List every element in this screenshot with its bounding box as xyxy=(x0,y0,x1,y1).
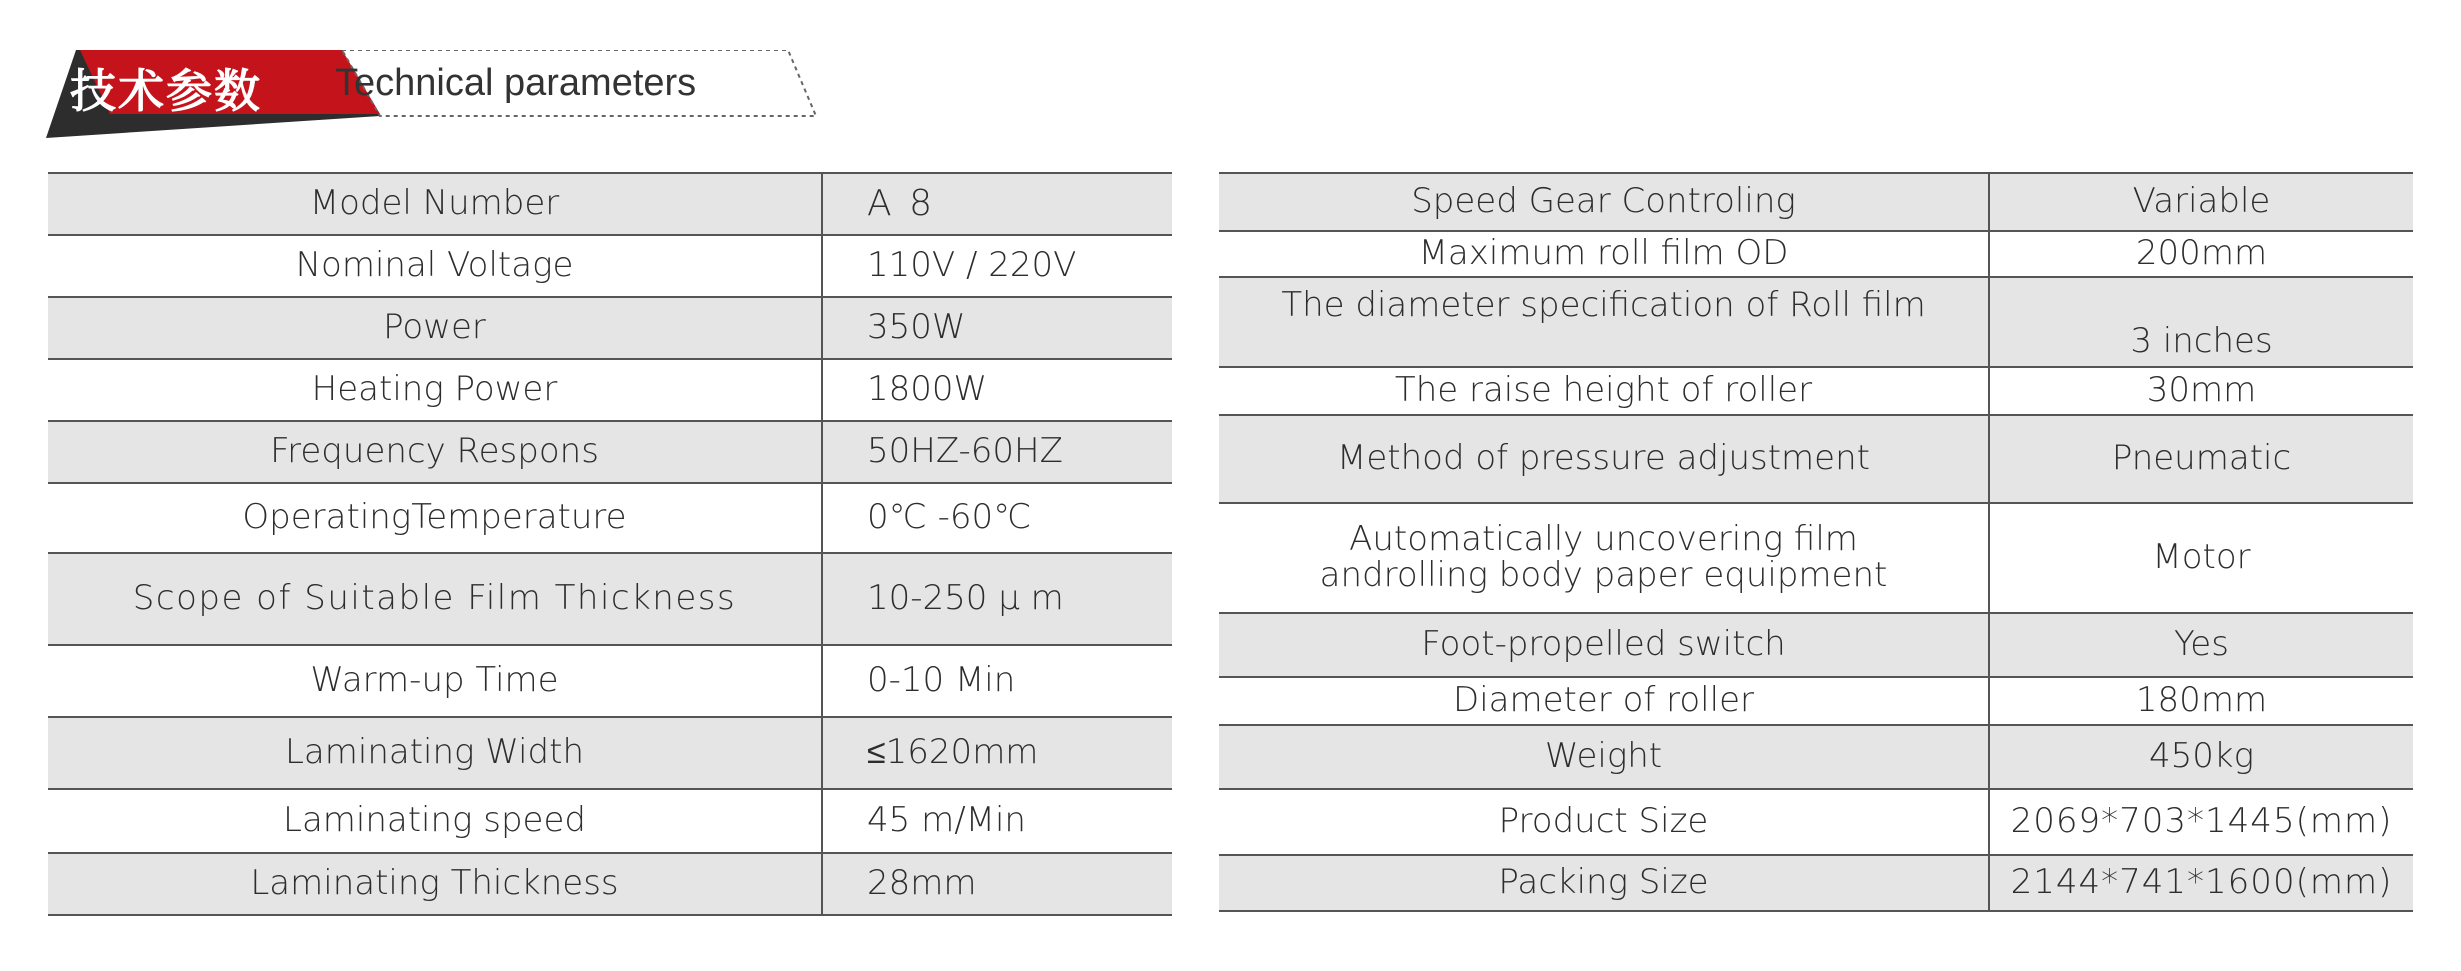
section-title-en: Technical parameters xyxy=(335,62,697,104)
spec-label: Heating Power xyxy=(48,359,822,421)
spec-label: Scope of Suitable Film Thickness xyxy=(48,553,822,645)
spec-value: 200mm xyxy=(1989,231,2413,277)
spec-label: Power xyxy=(48,297,822,359)
spec-label: Maximum roll film OD xyxy=(1219,231,1989,277)
spec-value: 180mm xyxy=(1989,677,2413,725)
table-row xyxy=(1219,725,2413,789)
spec-label: Frequency Respons xyxy=(48,421,822,483)
spec-label: Packing Size xyxy=(1219,855,1989,911)
table-row xyxy=(48,235,1172,297)
spec-label: OperatingTemperature xyxy=(48,483,822,553)
table-row xyxy=(1219,367,2413,415)
spec-label: Weight xyxy=(1219,725,1989,789)
table-row xyxy=(1219,415,2413,503)
spec-label: Diameter of roller xyxy=(1219,677,1989,725)
table-row xyxy=(1219,173,2413,231)
table-row xyxy=(48,553,1172,645)
spec-label: The diameter specification of Roll film xyxy=(1219,277,1989,367)
spec-value: 45 m/Min xyxy=(822,789,1172,853)
table-row xyxy=(1219,855,2413,911)
spec-value: 28mm xyxy=(822,853,1172,915)
table-row xyxy=(48,645,1172,717)
spec-value: 3 inches xyxy=(1989,277,2413,367)
table-row xyxy=(1219,503,2413,613)
spec-label: Product Size xyxy=(1219,789,1989,855)
table-row xyxy=(1219,613,2413,677)
spec-value: 2069*703*1445(mm) xyxy=(1989,789,2413,855)
table-row xyxy=(48,173,1172,235)
spec-value: 2144*741*1600(mm) xyxy=(1989,855,2413,911)
table-row xyxy=(1219,277,2413,367)
spec-value: 30mm xyxy=(1989,367,2413,415)
table-row xyxy=(1219,789,2413,855)
spec-label: Warm-up Time xyxy=(48,645,822,717)
spec-label: Automatically uncovering film androlling body paper equipment xyxy=(1219,503,1989,613)
table-row xyxy=(48,789,1172,853)
table-row xyxy=(48,359,1172,421)
table-row xyxy=(48,483,1172,553)
spec-value: Yes xyxy=(1989,613,2413,677)
spec-value: 350W xyxy=(822,297,1172,359)
spec-label: Nominal Voltage xyxy=(48,235,822,297)
spec-value: A 8 xyxy=(822,173,1172,235)
spec-label: Method of pressure adjustment xyxy=(1219,415,1989,503)
spec-value: Pneumatic xyxy=(1989,415,2413,503)
spec-value: 10-250 μ m xyxy=(822,553,1172,645)
spec-label: Laminating speed xyxy=(48,789,822,853)
spec-value: 110V / 220V xyxy=(822,235,1172,297)
spec-value: 1800W xyxy=(822,359,1172,421)
left-spec-table xyxy=(48,172,1172,916)
table-row xyxy=(48,717,1172,789)
table-row xyxy=(48,297,1172,359)
spec-label: Foot-propelled switch xyxy=(1219,613,1989,677)
right-spec-table xyxy=(1219,172,2413,912)
table-row xyxy=(1219,677,2413,725)
spec-label: Laminating Thickness xyxy=(48,853,822,915)
spec-value: Variable xyxy=(1989,173,2413,231)
section-title-cn: 技术参数 xyxy=(70,64,262,118)
spec-value: ≤1620mm xyxy=(822,717,1172,789)
spec-label: Model Number xyxy=(48,173,822,235)
spec-value: Motor xyxy=(1989,503,2413,613)
spec-label: The raise height of roller xyxy=(1219,367,1989,415)
spec-value: 0-10 Min xyxy=(822,645,1172,717)
spec-value: 0℃ -60℃ xyxy=(822,483,1172,553)
table-row xyxy=(48,421,1172,483)
spec-value: 450kg xyxy=(1989,725,2413,789)
spec-value: 50HZ-60HZ xyxy=(822,421,1172,483)
spec-label: Speed Gear Controling xyxy=(1219,173,1989,231)
spec-label: Laminating Width xyxy=(48,717,822,789)
table-row xyxy=(48,853,1172,915)
table-row xyxy=(1219,231,2413,277)
